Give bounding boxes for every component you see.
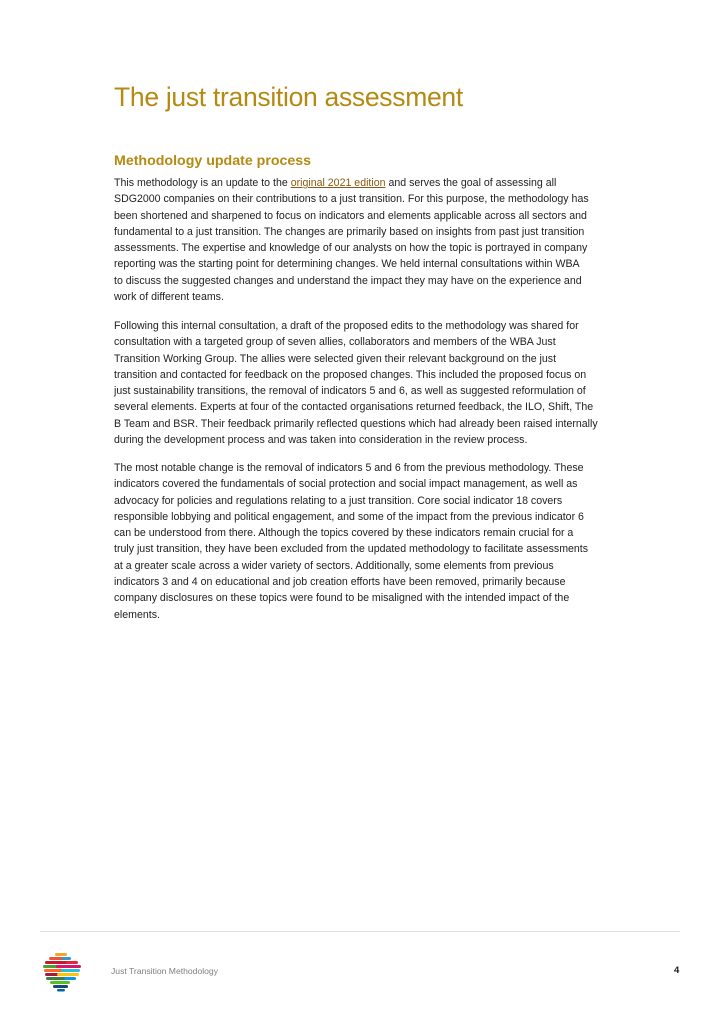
- paragraph-line: responsible lobbying and political engagement, and some of the impact from the previous indicator 6: [114, 510, 584, 523]
- paragraph-line: [114, 175, 634, 191]
- paragraph-3: [114, 460, 634, 623]
- paragraph-line: B Team and BSR. Their feedback primarily reflected questions which had already been raised internally: [114, 417, 598, 430]
- paragraph-line: been shortened and sharpened to focus on indicators and elements applicable across all sectors and: [114, 209, 587, 222]
- line-text: This methodology is an update to the: [114, 177, 291, 189]
- page-number: 4: [674, 965, 680, 976]
- paragraph-line: transition and contacted for feedback on the proposed changes. This included the proposed focus on: [114, 368, 587, 381]
- paragraph-line: assessments. The expertise and knowledge of our analysts on how the topic is portrayed in company: [114, 242, 588, 255]
- paragraph-line: Following this internal consultation, a draft of the proposed edits to the methodology was shared for: [114, 320, 579, 332]
- paragraph-line: fundamental to a just transition. The changes are primarily based on insights from past just transition: [114, 225, 585, 238]
- paragraph-line: indicators 3 and 4 on educational and job creation efforts have been removed, primarily because: [114, 576, 566, 589]
- paragraph-line: at a greater scale across a wider variety of sectors. Additionally, some elements from previous: [114, 559, 554, 572]
- paragraph-line: consultation with a targeted group of seven allies, collaborators and members of the WBA Just: [114, 336, 556, 349]
- footer-label: Just Transition Methodology: [111, 966, 219, 976]
- paragraph-line: truly just transition, they have been excluded from the updated methodology to facilitate assessments: [114, 543, 589, 556]
- paragraph-line: several elements. Experts at four of the contacted organisations returned feedback, the ILO, Shift, The: [114, 401, 594, 414]
- paragraph-line: work of different teams.: [114, 291, 224, 304]
- paragraph-line: The most notable change is the removal of indicators 5 and 6 from the previous methodology. These: [114, 462, 584, 474]
- wba-striped-logo-icon: [42, 952, 82, 992]
- paragraph-line: elements.: [114, 608, 160, 621]
- paragraph-line: SDG2000 companies on their contributions to a just transition. For this purpose, the methodology has: [114, 193, 589, 206]
- paragraph-line: can be understood from there. Although the topics covered by these indicators remain crucial for a: [114, 527, 574, 540]
- paragraph-line: just sustainability transitions, the removal of indicators 5 and 6, as well as suggested reformulation of: [114, 385, 586, 398]
- paragraph-line: to discuss the suggested changes and understand the impact they may have on the experience and: [114, 274, 582, 287]
- paragraph-line: company disclosures on these topics were found to be misaligned with the intended impact of the: [114, 592, 570, 605]
- original-2021-edition-link[interactable]: original 2021 edition: [290, 177, 386, 189]
- paragraph-line: Transition Working Group. The allies were selected given their relevant background on the just: [114, 352, 557, 365]
- paragraph-2: [114, 318, 634, 448]
- line-text: and serves the goal of assessing all: [385, 177, 557, 189]
- paragraph-line: advocacy for policies and regulations relating to a just transition. Core social indicator 18 covers: [114, 494, 563, 507]
- paragraph-line: reporting was the starting point for determining changes. We held internal consultations within WBA: [114, 258, 580, 271]
- paragraph-1: [114, 175, 634, 305]
- page-title: The just transition assessment: [114, 82, 463, 112]
- section-heading: Methodology update process: [114, 153, 312, 169]
- footer-divider: [40, 931, 680, 932]
- paragraph-line: during the development process and was taken into consideration in the review process.: [114, 434, 528, 447]
- paragraph-line: indicators covered the fundamentals of social protection and social impact management, as well as: [114, 478, 578, 491]
